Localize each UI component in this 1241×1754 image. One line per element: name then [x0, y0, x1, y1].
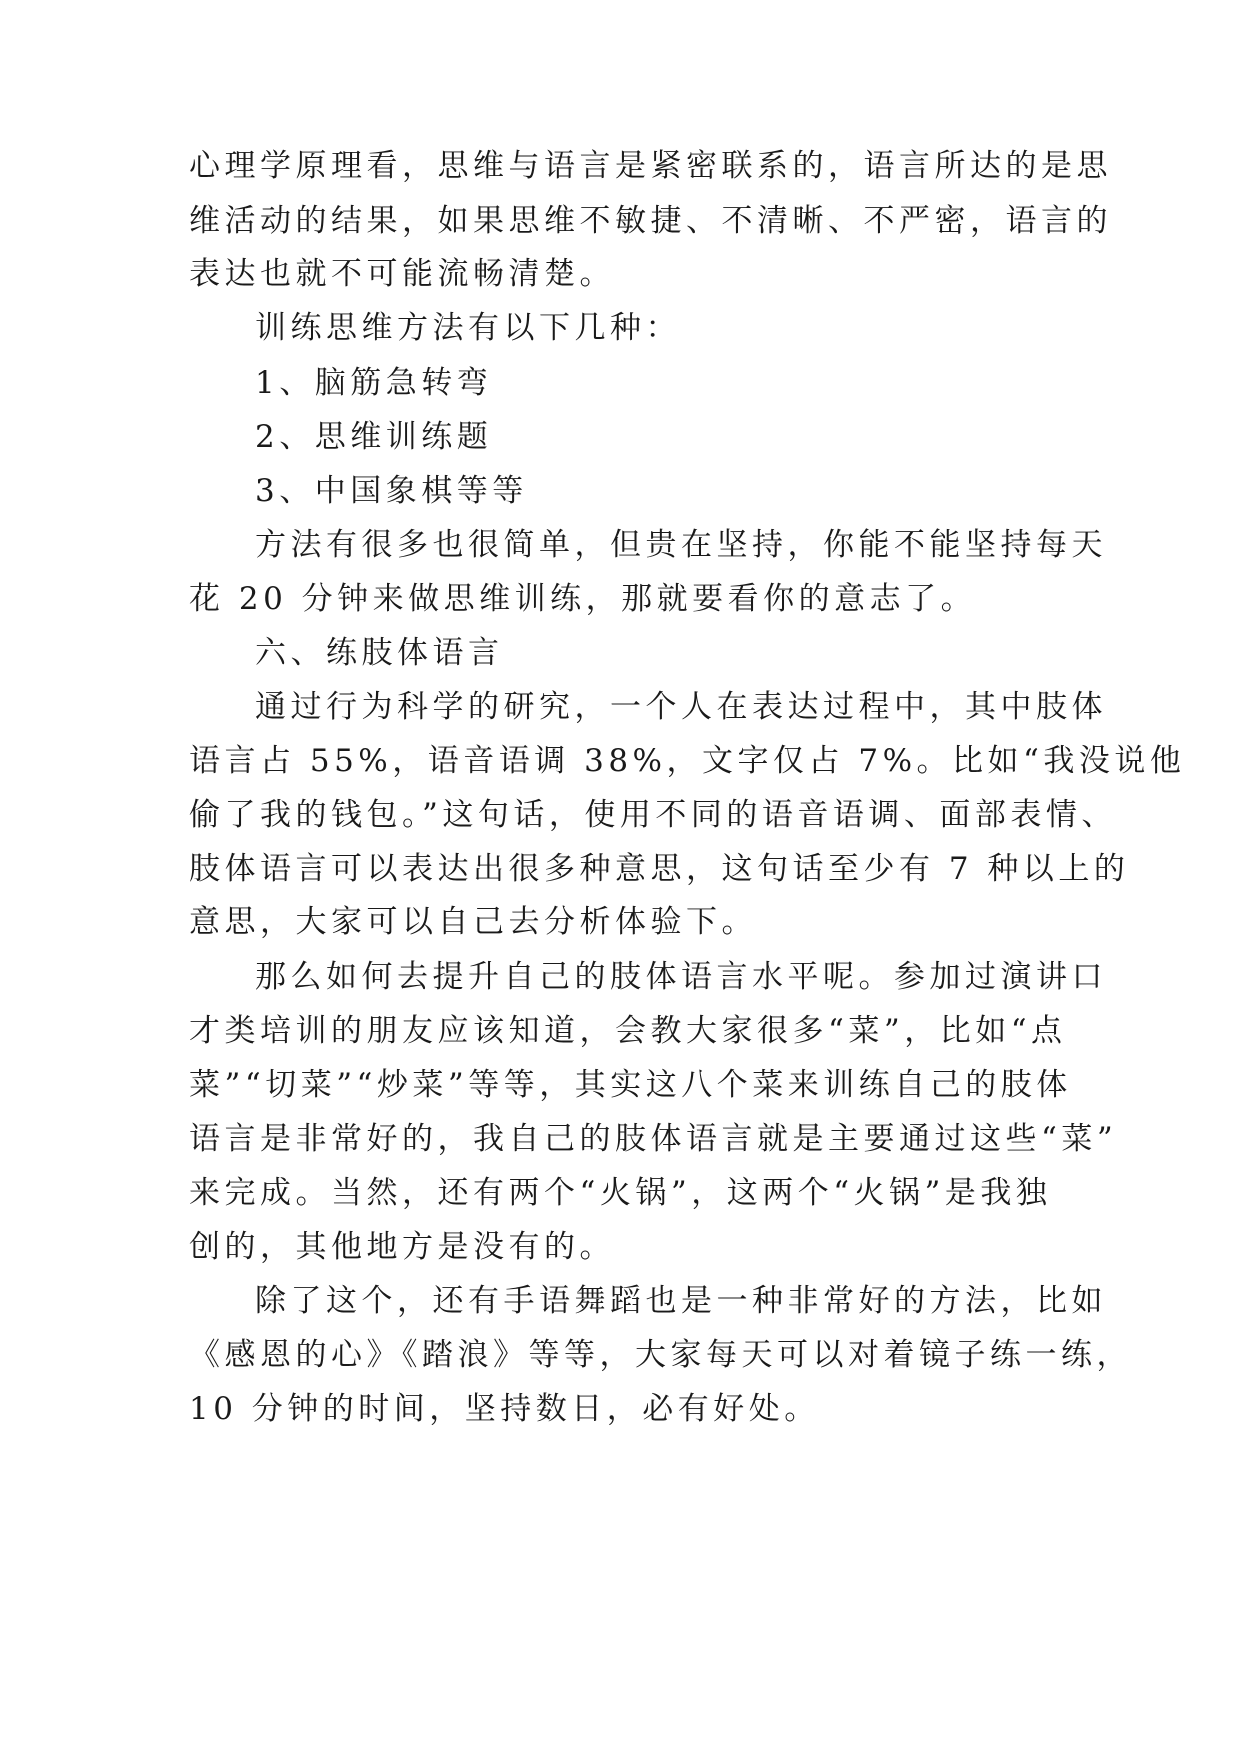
paragraph-line: 来完成。当然，还有两个“火锅”，这两个“火锅”是我独 [189, 1175, 1052, 1211]
paragraph-line: 创的，其他地方是没有的。 [189, 1229, 615, 1265]
section-heading: 六、练肢体语言 [255, 635, 504, 671]
paragraph-line: 偷了我的钱包。”这句话，使用不同的语音语调、面部表情、 [189, 797, 1117, 833]
paragraph-line: 心理学原理看，思维与语言是紧密联系的，语言所达的是思 [189, 148, 1112, 184]
paragraph-line: 《感恩的心》《踏浪》等等，大家每天可以对着镜子练一练， [189, 1337, 1132, 1373]
paragraph-line: 方法有很多也很简单，但贵在坚持，你能不能坚持每天 [255, 527, 1107, 563]
list-item: 3、中国象棋等等 [255, 473, 528, 509]
list-item: 1、脑筋急转弯 [255, 365, 493, 401]
paragraph-line: 语言占 55%，语音语调 38%，文字仅占 7%。比如“我没说他 [189, 743, 1186, 779]
paragraph-line: 语言是非常好的，我自己的肢体语言就是主要通过这些“菜” [189, 1121, 1118, 1157]
list-item: 2、思维训练题 [255, 419, 493, 455]
paragraph-line: 维活动的结果，如果思维不敏捷、不清晰、不严密，语言的 [189, 203, 1112, 239]
paragraph-line: 肢体语言可以表达出很多种意思，这句话至少有 7 种以上的 [189, 851, 1130, 887]
paragraph-line: 菜”“切菜”“炒菜”等等，其实这八个菜来训练自己的肢体 [189, 1067, 1072, 1103]
paragraph-line: 训练思维方法有以下几种： [255, 310, 681, 346]
paragraph-line: 花 20 分钟来做思维训练，那就要看你的意志了。 [189, 581, 977, 617]
paragraph-line: 除了这个，还有手语舞蹈也是一种非常好的方法，比如 [255, 1283, 1107, 1319]
paragraph-line: 才类培训的朋友应该知道，会教大家很多“菜”，比如“点 [189, 1013, 1067, 1049]
paragraph-line: 那么如何去提升自己的肢体语言水平呢。参加过演讲口 [255, 959, 1107, 995]
paragraph-line: 10 分钟的时间，坚持数日，必有好处。 [189, 1391, 820, 1427]
paragraph-line: 通过行为科学的研究，一个人在表达过程中，其中肢体 [255, 689, 1107, 725]
paragraph-line: 意思，大家可以自己去分析体验下。 [189, 904, 757, 940]
paragraph-line: 表达也就不可能流畅清楚。 [189, 256, 615, 292]
